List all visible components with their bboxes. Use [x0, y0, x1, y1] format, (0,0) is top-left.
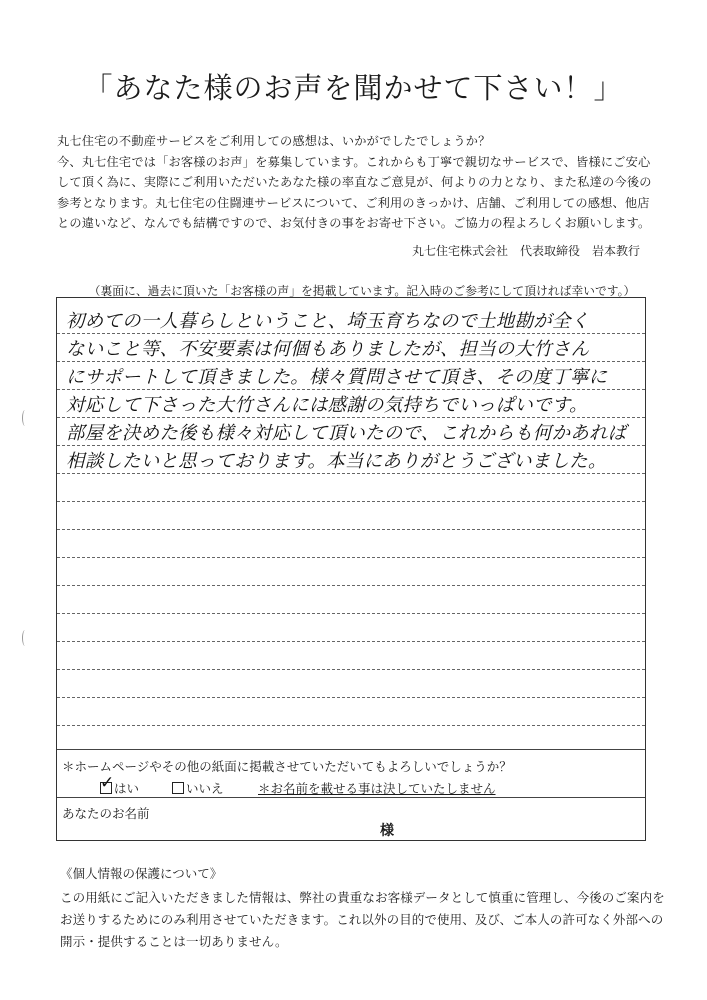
- ruled-line: [57, 697, 645, 698]
- intro-text: [57, 131, 657, 234]
- intro-line: して頂く為に、実際にご利用いただいたあなた様の率直なご意見が、何よりの力となり、また私達の今後の: [57, 175, 652, 189]
- handwritten-line[interactable]: 初めての一人暮らしということ、埼玉育ちなので土地勘が全く: [66, 311, 590, 332]
- name-note-text: ＊お名前を載せる事は決していたしません: [258, 781, 496, 796]
- section-divider: [57, 797, 645, 798]
- consent-yes-option[interactable]: [100, 773, 140, 797]
- privacy-text: [60, 887, 665, 953]
- yes-label: はい: [114, 781, 140, 796]
- privacy-line: この用紙にご記入いただきました情報は、弊社の貴重なお客様データとして慎重に管理し、今後のご案内を: [60, 890, 665, 905]
- ruled-line: [57, 501, 645, 502]
- no-label: いいえ: [186, 781, 224, 796]
- privacy-line: 開示・提供することは一切ありません。: [60, 934, 288, 949]
- handwritten-line[interactable]: 部屋を決めた後も様々対応して頂いたので、これからも何かあれば: [66, 423, 627, 444]
- consent-question: ＊ホームページやその他の紙面に掲載させていただいてもよろしいでしょうか？: [62, 759, 512, 774]
- ruled-line: [57, 725, 645, 726]
- privacy-title: 《個人情報の保護について》: [60, 866, 223, 881]
- handwritten-line[interactable]: にサポートして頂きました。様々質問させて頂き、その度丁寧に: [66, 367, 608, 388]
- no-checkbox[interactable]: [172, 782, 184, 794]
- ruled-line: [57, 529, 645, 530]
- intro-line: 参考となります。丸七住宅の住闘連サービスについて、ご利用のきっかけ、店舗、ご利用しての感想、他店: [57, 195, 650, 210]
- privacy-line: お送りするためにのみ利用させていただきます。これ以外の目的で使用、及び、ご本人の許可なく外部への: [60, 912, 664, 927]
- handwritten-line[interactable]: ないこと等、不安要素は何個もありましたが、担当の大竹さん: [66, 339, 590, 360]
- ruled-line: [57, 641, 645, 642]
- intro-line: 今、丸七住宅では「お客様のお声」を募集しています。これからも丁寧で親切なサービスで、皆様にご安心: [57, 154, 651, 169]
- ruled-line: [57, 669, 645, 670]
- ruled-line: [57, 613, 645, 614]
- consent-no-option[interactable]: [172, 779, 224, 797]
- handwritten-line[interactable]: 対応して下さった大竹さんには感謝の気持ちでいっぱいです。: [66, 395, 588, 416]
- intro-line: 丸七住宅の不動産サービスをご利用しての感想は、いかがでしたでしょうか？: [57, 134, 491, 148]
- binding-mark: [22, 630, 28, 646]
- name-suffix: 様: [380, 823, 394, 839]
- yes-checkbox[interactable]: [100, 773, 115, 794]
- intro-line: との違いなど、なんでも結構ですので、お気付きの事をお寄せ下さい。ご協力の程よろしくお願いします。: [57, 216, 651, 230]
- handwritten-line[interactable]: 相談したいと思っております。本当にありがとうございました。: [66, 451, 607, 472]
- name-privacy-note: [258, 779, 496, 797]
- section-divider: [57, 749, 645, 750]
- page-title: 「あなた様のお声を聞かせて下さい！」: [83, 71, 624, 105]
- ruled-line: [57, 557, 645, 558]
- ruled-line: [57, 585, 645, 586]
- binding-mark: [22, 410, 28, 426]
- reference-note: （裏面に、過去に頂いた「お客様の声」を掲載しています。記入時のご参考にして頂ければ幸いです。）: [88, 284, 636, 298]
- name-label: あなたのお名前: [62, 806, 150, 821]
- checkmark-icon: ✓: [100, 773, 115, 793]
- signature: 丸七住宅株式会社 代表取締役 岩本教行: [411, 244, 640, 258]
